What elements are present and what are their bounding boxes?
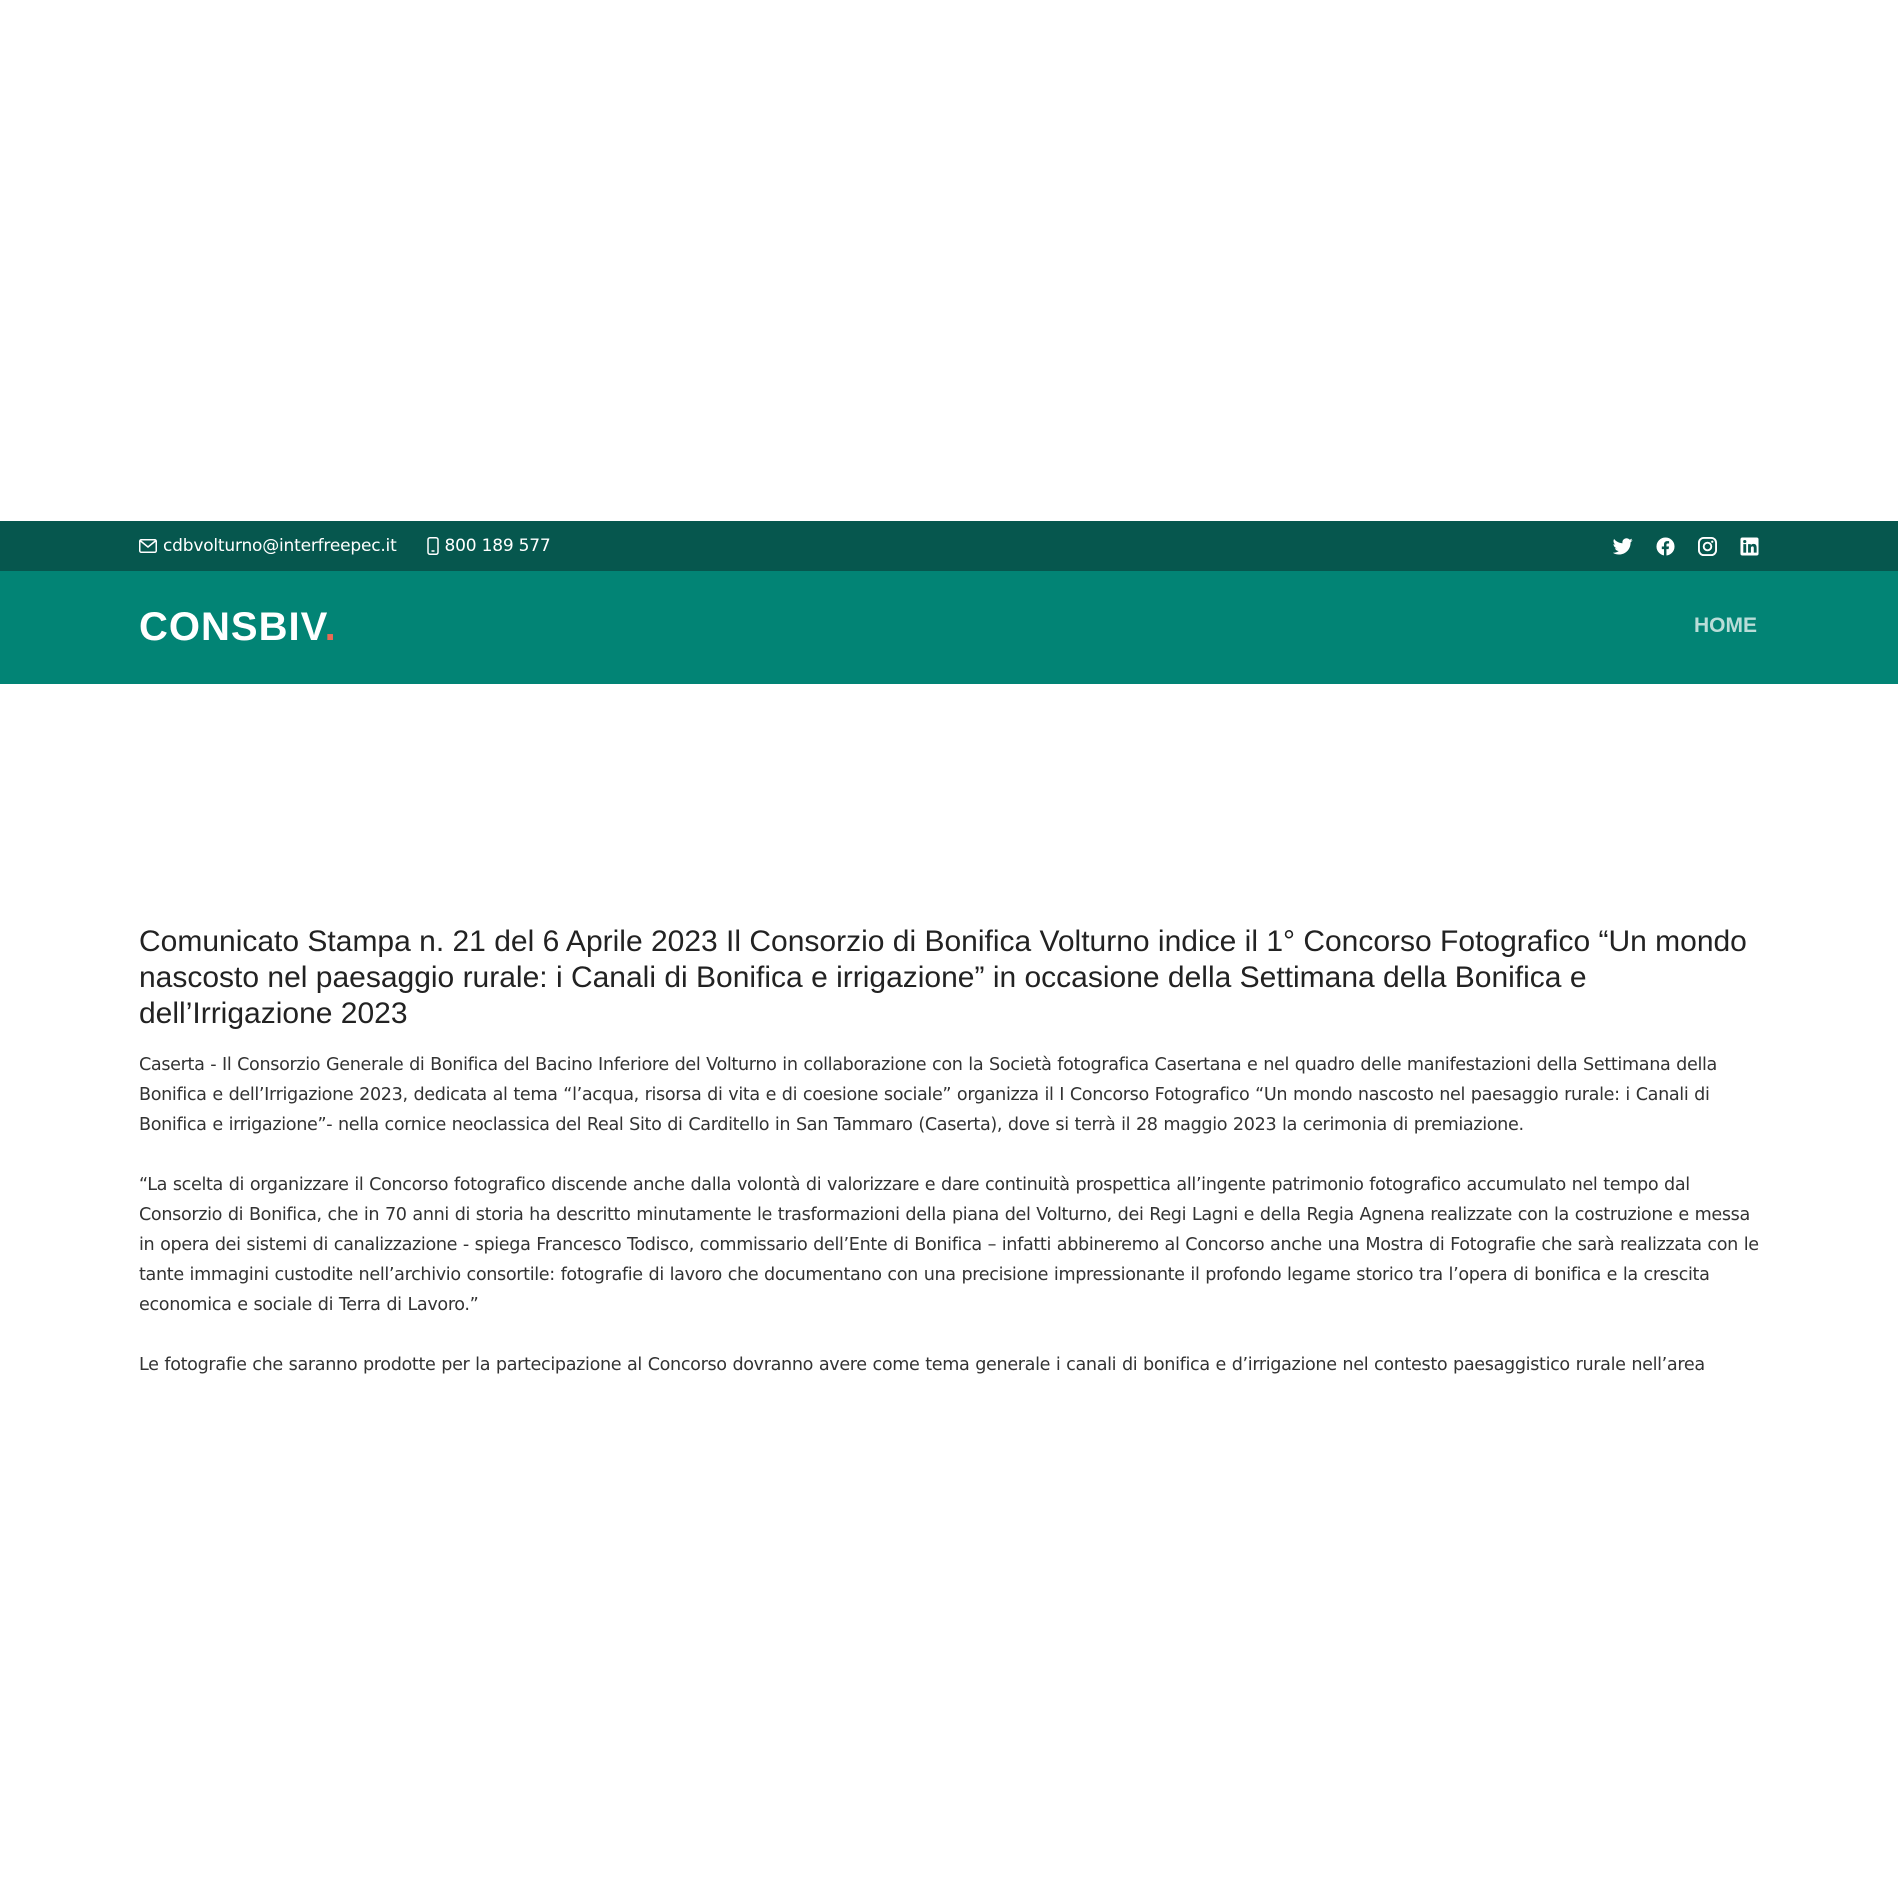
phone-text[interactable]: 800 189 577 — [444, 536, 551, 556]
contact-info — [139, 521, 581, 571]
email-contact[interactable] — [139, 536, 397, 556]
site-logo[interactable] — [139, 607, 337, 647]
social-links — [1592, 521, 1760, 571]
instagram-icon[interactable] — [1696, 535, 1718, 557]
phone-contact[interactable] — [427, 536, 551, 556]
article-paragraph-1: Caserta - Il Consorzio Generale di Bonifica del Bacino Inferiore del Volturno in collaborazione con la Società fotografica Casertana e nel quadro delle manifestazioni della Settimana della Bonifica e dell’Irrigazione 2023, dedicata al tema “l’acqua, risorsa di vita e di coesione sociale” organizza il I Concorso Fotografico “Un mondo nascosto nel paesaggio rurale: i Canali di Bonifica e irrigazione”- nella cornice neoclassica del Real Sito di Carditello in San Tammaro (Caserta), dove si terrà il 28 maggio 2023 la cerimonia di premiazione. — [139, 1055, 1717, 1135]
logo-text: CONSBIV — [139, 605, 325, 649]
mobile-phone-icon — [427, 537, 445, 555]
article-title: Comunicato Stampa n. 21 del 6 Aprile 2023 Il Consorzio di Bonifica Volturno indice il 1° Concorso Fotografico “Un mondo nascosto nel paesaggio rurale: i Canali di Bonifica e irrigazione” in occasione della Settimana della Bonifica e dell’Irrigazione 2023 — [139, 925, 1747, 1030]
twitter-icon[interactable] — [1612, 535, 1634, 557]
main-header — [0, 571, 1898, 684]
article-paragraph-3: Le fotografie che saranno prodotte per la partecipazione al Concorso dovranno avere come tema generale i canali di bonifica e d’irrigazione nel contesto paesaggistico rurale nell’area — [139, 1355, 1705, 1375]
article-content — [139, 924, 1759, 1410]
nav-home-link[interactable]: HOME — [1694, 614, 1757, 637]
email-text[interactable]: cdbvolturno@interfreepec.it — [163, 536, 397, 556]
logo-dot: . — [324, 605, 337, 649]
envelope-icon — [139, 539, 163, 553]
top-bar — [0, 521, 1898, 571]
linkedin-icon[interactable] — [1738, 535, 1760, 557]
article-paragraph-2: “La scelta di organizzare il Concorso fotografico discende anche dalla volontà di valorizzare e dare continuità prospettica all’ingente patrimonio fotografico accumulato nel tempo dal Consorzio di Bonifica, che in 70 anni di storia ha descritto minutamente le trasformazioni della piana del Volturno, dei Regi Lagni e della Regia Agnena realizzate con la costruzione e messa in opera dei sistemi di canalizzazione - spiega Francesco Todisco, commissario dell’Ente di Bonifica – infatti abbineremo al Concorso anche una Mostra di Fotografie che sarà realizzata con le tante immagini custodite nell’archivio consortile: fotografie di lavoro che documentano con una precisione impressionante il profondo legame storico tra l’opera di bonifica e la crescita economica e sociale di Terra di Lavoro.” — [139, 1175, 1759, 1315]
facebook-icon[interactable] — [1654, 535, 1676, 557]
